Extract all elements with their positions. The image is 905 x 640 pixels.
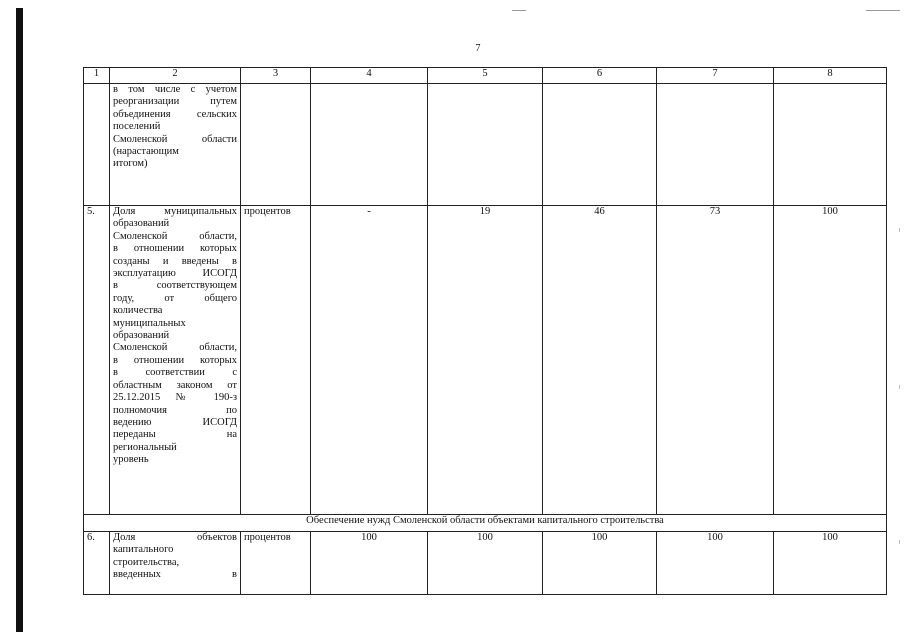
value-cell: 73 [657, 206, 774, 515]
value-cell: 100 [543, 532, 657, 595]
header-cell: 2 [110, 68, 241, 84]
header-cell: 8 [774, 68, 887, 84]
indicator-table [83, 67, 887, 595]
value-cell: - [311, 206, 428, 515]
header-cell: 6 [543, 68, 657, 84]
header-cell: 4 [311, 68, 428, 84]
unit-cell: процентов [241, 206, 311, 515]
unit-cell: процентов [241, 532, 311, 595]
value-cell [657, 84, 774, 206]
binding-bar [16, 8, 23, 632]
table-row [84, 206, 887, 515]
scan-dot [899, 540, 900, 544]
value-cell: 46 [543, 206, 657, 515]
value-cell [428, 84, 543, 206]
unit-cell [241, 84, 311, 206]
page-number: 7 [475, 43, 481, 54]
value-cell [311, 84, 428, 206]
row-number [84, 84, 110, 206]
header-cell: 3 [241, 68, 311, 84]
table-row [84, 84, 887, 206]
scan-dot [899, 228, 900, 232]
value-cell: 100 [428, 532, 543, 595]
section-row [84, 515, 887, 532]
row-number: 6. [84, 532, 110, 595]
indicator-description: в том числе с учетом реорганизации путем объединения сельских поселений Смоленской области (нарастающим итогом) [110, 84, 241, 206]
value-cell: 100 [311, 532, 428, 595]
value-cell: 19 [428, 206, 543, 515]
value-cell: 100 [774, 532, 887, 595]
value-cell: 100 [774, 206, 887, 515]
value-cell [543, 84, 657, 206]
indicator-description: Доля объектов капитального строительства, введенных в [110, 532, 241, 595]
row-number: 5. [84, 206, 110, 515]
scan-mark [512, 10, 526, 11]
scan-dot [899, 385, 900, 389]
table-row [84, 532, 887, 595]
value-cell [774, 84, 887, 206]
section-title: Обеспечение нужд Смоленской области объектами капитального строительства [84, 515, 887, 532]
header-cell: 1 [84, 68, 110, 84]
header-row [84, 68, 887, 84]
header-cell: 5 [428, 68, 543, 84]
scan-mark [866, 10, 900, 11]
value-cell: 100 [657, 532, 774, 595]
indicator-description: Доля муниципальных образований Смоленской области, в отношении которых созданы и введены в эксплуатацию ИСОГД в соответствующем году, от общего количества муниципальных образований Смоленской области, в отношении которых в соответствии с областным законом от 25.12.2015 № 190-з полномочия по ведению ИСОГД переданы на региональный уровень [110, 206, 241, 515]
header-cell: 7 [657, 68, 774, 84]
